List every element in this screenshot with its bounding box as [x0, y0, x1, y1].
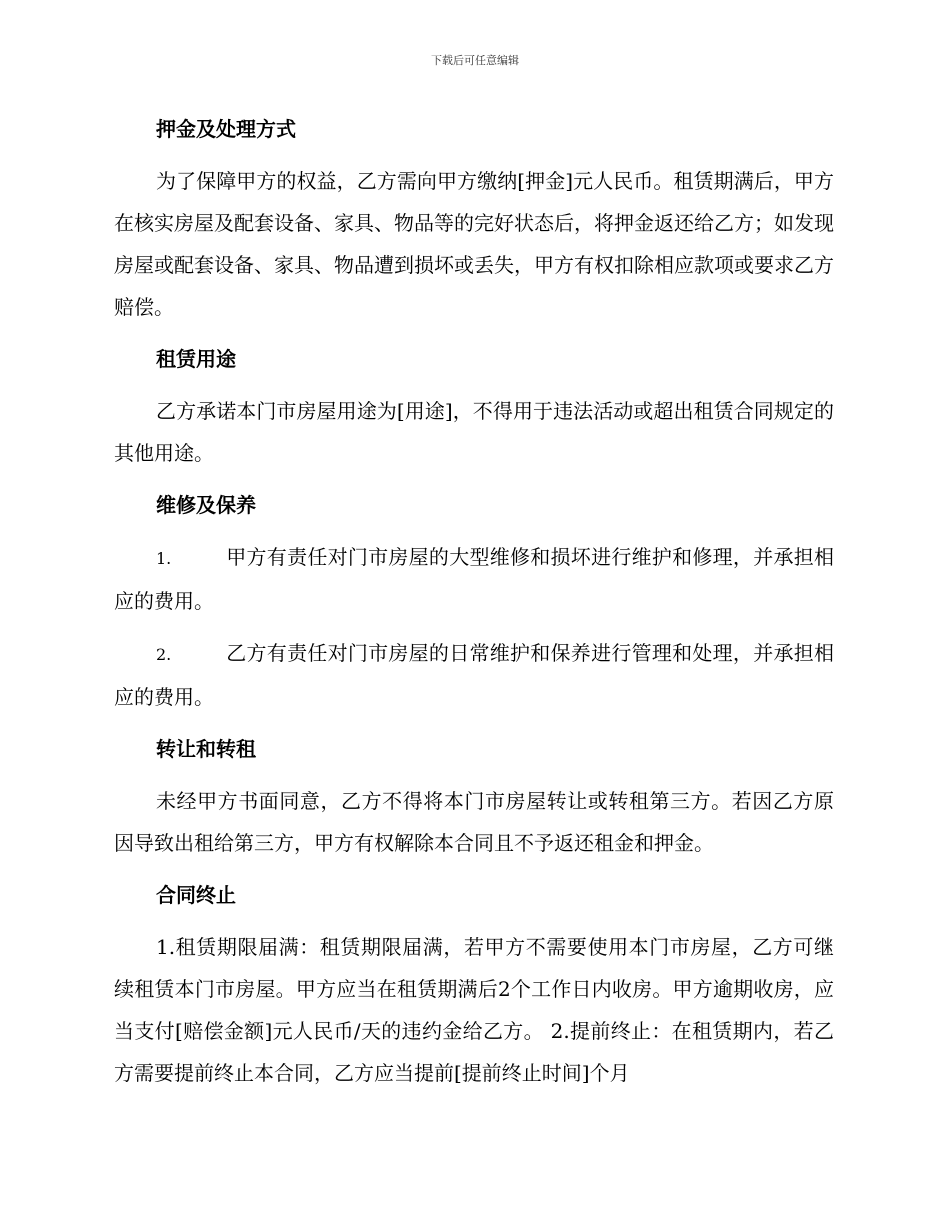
list-item: [114, 536, 834, 622]
section-heading-maintenance: 维修及保养: [156, 493, 256, 517]
page-header: 下载后可任意编辑: [431, 54, 519, 67]
list-text: 甲方有责任对门市房屋的大型维修和损坏进行维护和修理，并承担相应的费用。: [114, 545, 834, 613]
paragraph-termination: 1.租赁期限届满：租赁期限届满，若甲方不需要使用本门市房屋，乙方可继续租赁本门市房屋。甲方应当在租赁期满后2个工作日内收房。甲方逾期收房，应当支付[赔偿金额]元人民币/天的违约金给乙方。 2.提前终止：在租赁期内，若乙方需要提前终止本合同，乙方应当提前[提前终止时间]个月: [114, 935, 834, 1085]
paragraph-usage: 乙方承诺本门市房屋用途为[用途]，不得用于违法活动或超出租赁合同规定的其他用途。: [114, 399, 834, 465]
section-heading-deposit: 押金及处理方式: [156, 117, 296, 141]
paragraph-deposit: 为了保障甲方的权益，乙方需向甲方缴纳[押金]元人民币。租赁期满后，甲方在核实房屋及配套设备、家具、物品等的完好状态后，将押金返还给乙方；如发现房屋或配套设备、家具、物品遭到损坏或丢失，甲方有权扣除相应款项或要求乙方赔偿。: [114, 169, 834, 319]
list-text: 乙方有责任对门市房屋的日常维护和保养进行管理和处理，并承担相应的费用。: [114, 641, 834, 709]
section-heading-transfer: 转让和转租: [156, 737, 256, 761]
paragraph-transfer: 未经甲方书面同意，乙方不得将本门市房屋转让或转租第三方。若因乙方原因导致出租给第三方，甲方有权解除本合同且不予返还租金和押金。: [114, 789, 834, 855]
section-heading-termination: 合同终止: [156, 883, 236, 907]
list-number: 1.: [156, 549, 172, 568]
list-number: 2.: [156, 645, 172, 664]
section-heading-usage: 租赁用途: [156, 347, 236, 371]
list-item: [114, 632, 834, 718]
document-body: [114, 108, 834, 1094]
